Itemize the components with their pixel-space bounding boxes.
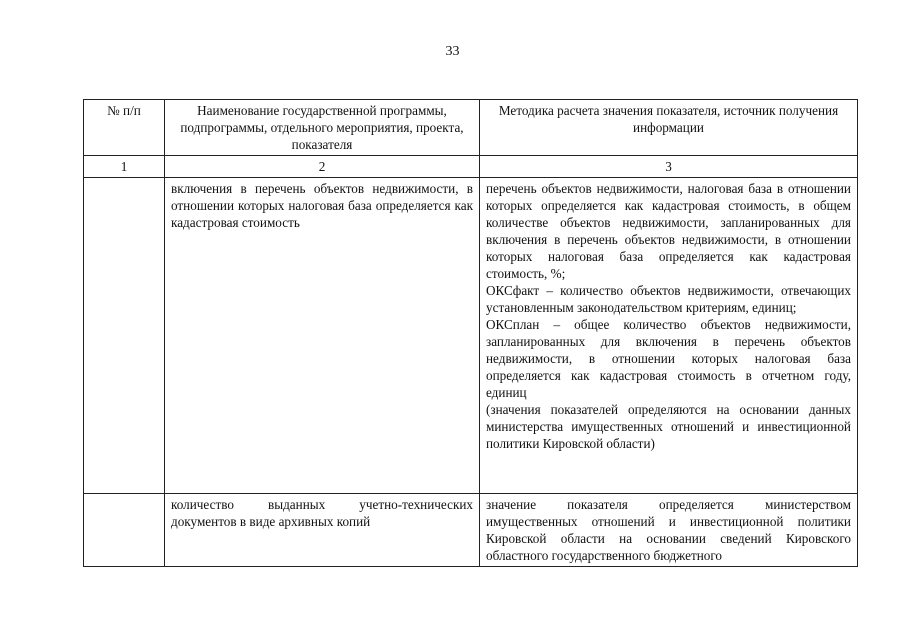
indicators-table [83,99,858,567]
method-paragraph: (значения показателей определяются на основании данных министерства имущественных отношений и инвестиционной политики Кировской области) [486,402,851,451]
method-paragraph: ОКСфакт – количество объектов недвижимости, отвечающих установленным законодательством критериям, единиц; [486,283,851,315]
method-paragraph: ОКСплан – общее количество объектов недвижимости, запланированных для включения в перечень объектов недвижимости, в отношении которых налоговая база определяется как кадастровая стоимость в отчетном году, единиц [486,317,851,400]
method-cell [480,178,858,494]
column-number-row [84,156,858,178]
header-name: Наименование государственной программы, подпрограммы, отдельного мероприятия, проекта, показателя [165,100,480,156]
table-header-row [84,100,858,156]
column-number: 1 [84,156,165,178]
indicator-name-cell: количество выданных учетно-технических документов в виде архивных копий [165,494,480,567]
column-number: 2 [165,156,480,178]
page-number: 33 [445,44,460,59]
header-number: № п/п [84,100,165,156]
method-paragraph: перечень объектов недвижимости, налоговая база в отношении которых определяется как кадастровая стоимость, в общем количестве объектов недвижимости, запланированных для включения в перечень объектов недвижимости, в отношении которых налоговая база определяется как кадастровая стоимость, %; [486,181,851,281]
header-method: Методика расчета значения показателя, источник получения информации [480,100,858,156]
column-number: 3 [480,156,858,178]
method-cell [480,494,858,567]
row-number-cell [84,178,165,494]
method-paragraph: значение показателя определяется министерством имущественных отношений и инвестиционной политики Кировской области на основании сведений Кировского областного государственного бюджетного [486,497,851,563]
table-row [84,494,858,567]
row-number-cell [84,494,165,567]
table-row [84,178,858,494]
indicator-name-cell: включения в перечень объектов недвижимости, в отношении которых налоговая база определяется как кадастровая стоимость [165,178,480,494]
